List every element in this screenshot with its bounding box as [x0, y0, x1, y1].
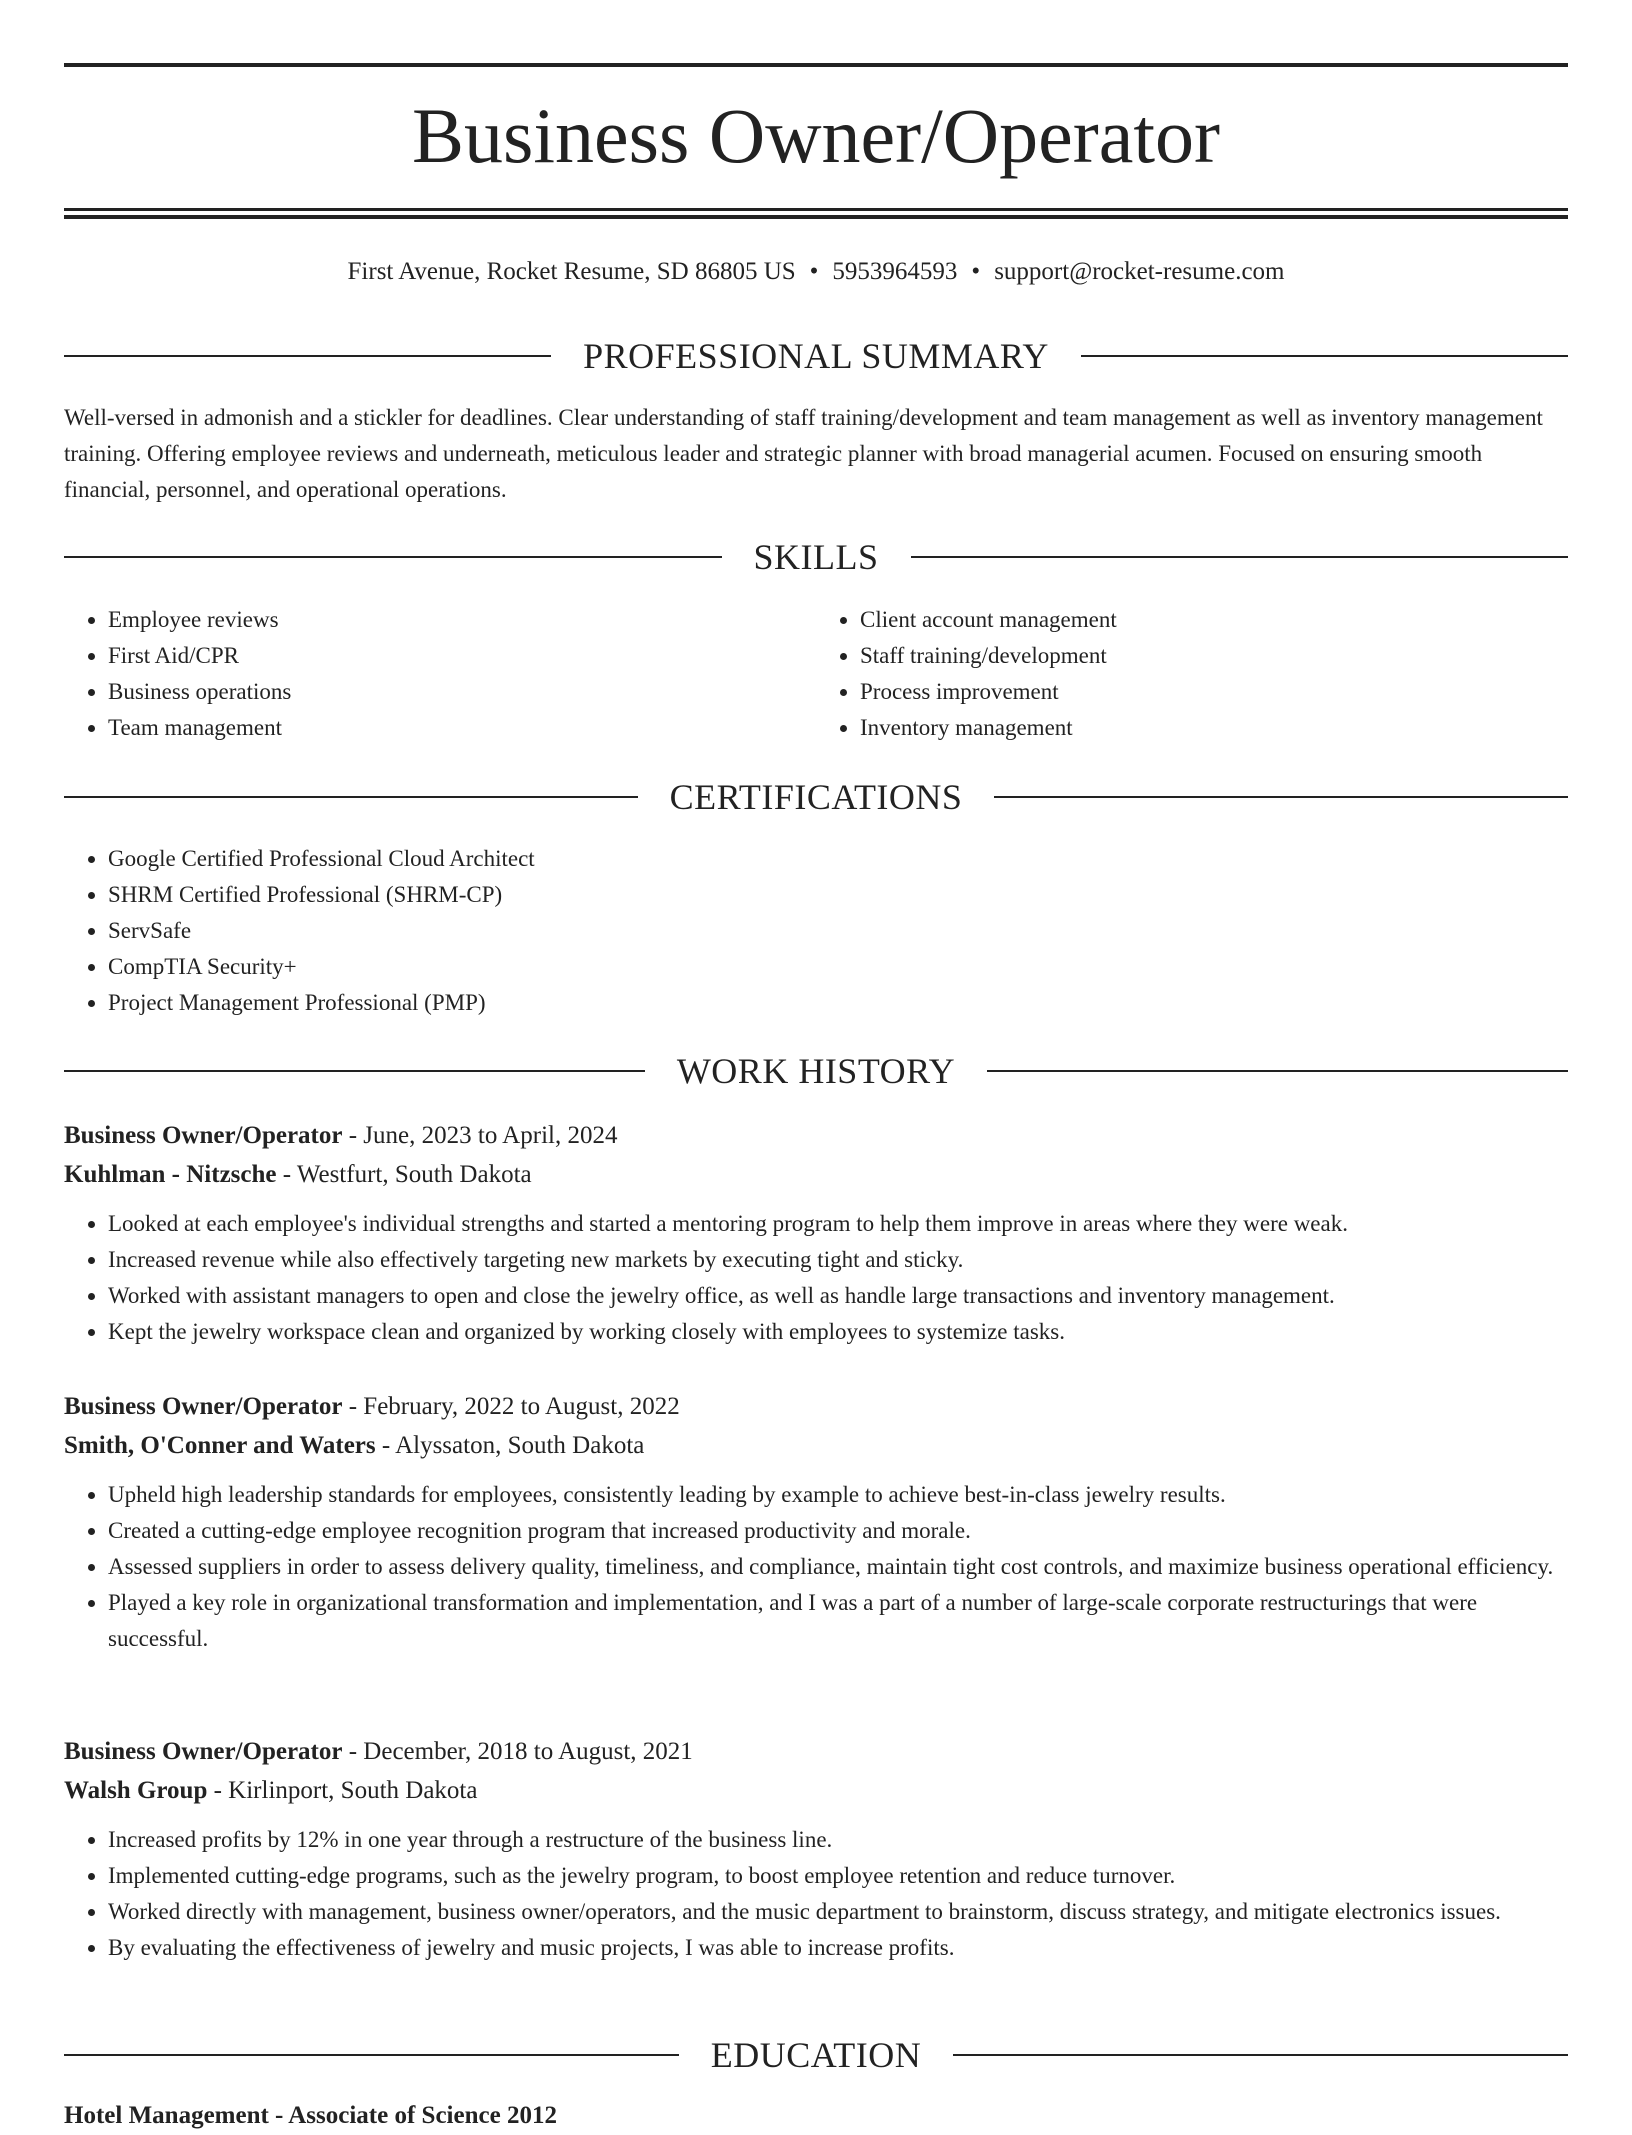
list-item: • First Aid/CPR: [108, 638, 816, 674]
section-heading-work-history: [64, 1049, 1568, 1093]
job-dates: - February, 2022 to August, 2022: [342, 1393, 680, 1420]
list-item: • Played a key role in organizational transformation and implementation, and I was a part of a number of large-scale corporate restructurings that were successful.: [108, 1585, 1568, 1657]
contact-line: [64, 252, 1568, 292]
list-item: • Looked at each employee's individual strengths and started a mentoring program to help them improve in areas where they were weak.: [108, 1206, 1568, 1242]
section-title: EDUCATION: [710, 2035, 922, 2075]
job-company: Kuhlman - Nitzsche: [64, 1161, 277, 1188]
job-location: - Kirlinport, South Dakota: [207, 1777, 478, 1804]
job-bullets: [64, 1477, 1568, 1657]
list-item: • Project Management Professional (PMP): [108, 985, 1568, 1021]
contact-phone: 5953964593: [832, 258, 958, 285]
list-item: • Inventory management: [860, 710, 1568, 746]
contact-address: First Avenue, Rocket Resume, SD 86805 US: [347, 258, 796, 285]
list-item: • CompTIA Security+: [108, 949, 1568, 985]
list-item: • Business operations: [108, 674, 816, 710]
certifications-list: [64, 841, 1568, 1021]
top-rule: [64, 63, 1568, 67]
list-item: • Assessed suppliers in order to assess delivery quality, timeliness, and compliance, maintain tight cost controls, and maximize business operational efficiency.: [108, 1549, 1568, 1585]
job-dates: - June, 2023 to April, 2024: [342, 1122, 618, 1149]
skills-list: [64, 602, 1568, 746]
job-entry: [64, 1732, 1568, 1966]
job-title: Business Owner/Operator: [64, 1393, 343, 1420]
list-item: • Worked with assistant managers to open and close the jewelry office, as well as handle large transactions and inventory management.: [108, 1278, 1568, 1314]
job-location: - Westfurt, South Dakota: [276, 1161, 532, 1188]
job-entry: [64, 1387, 1568, 1657]
list-item: • Employee reviews: [108, 602, 816, 638]
job-dates: - December, 2018 to August, 2021: [342, 1738, 693, 1765]
job-location: - Alyssaton, South Dakota: [375, 1432, 645, 1459]
list-item: • Worked directly with management, business owner/operators, and the music department to brainstorm, discuss strategy, and mitigate electronics issues.: [108, 1894, 1568, 1930]
list-item: • Increased profits by 12% in one year through a restructure of the business line.: [108, 1822, 1568, 1858]
job-company-line: [64, 1426, 1568, 1465]
list-item: • ServSafe: [108, 913, 1568, 949]
job-company-line: [64, 1155, 1568, 1194]
section-title: CERTIFICATIONS: [669, 777, 963, 817]
section-title: PROFESSIONAL SUMMARY: [583, 336, 1049, 376]
skills-column-right: [816, 602, 1568, 746]
section-heading-education: [64, 2033, 1568, 2077]
contact-separator: •: [971, 258, 981, 285]
section-title: SKILLS: [753, 537, 879, 577]
resume-title: Business Owner/Operator: [412, 92, 1220, 179]
list-item: • By evaluating the effectiveness of jewelry and music projects, I was able to increase profits.: [108, 1930, 1568, 1966]
summary-text: Well-versed in admonish and a stickler for deadlines. Clear understanding of staff training/development and team management as well as inventory management training. Offering employee reviews and underneath, meticulous leader and strategic planner with broad managerial acumen. Focused on ensuring smooth financial, personnel, and operational operations.: [64, 405, 1543, 502]
list-item: • Process improvement: [860, 674, 1568, 710]
skills-column-left: [64, 602, 816, 746]
section-heading-skills: [64, 535, 1568, 579]
list-item: • Increased revenue while also effectively targeting new markets by executing tight and sticky.: [108, 1242, 1568, 1278]
job-company-line: [64, 1771, 1568, 1810]
job-company: Smith, O'Conner and Waters: [64, 1432, 376, 1459]
section-heading-certifications: [64, 775, 1568, 819]
title-double-rule: [64, 208, 1568, 220]
contact-email: support@rocket-resume.com: [994, 258, 1285, 285]
list-item: • Team management: [108, 710, 816, 746]
contact-separator: •: [809, 258, 819, 285]
job-bullets: [64, 1822, 1568, 1966]
list-item: • Implemented cutting-edge programs, such as the jewelry program, to boost employee retention and reduce turnover.: [108, 1858, 1568, 1894]
list-item: • Created a cutting-edge employee recognition program that increased productivity and morale.: [108, 1513, 1568, 1549]
job-title: Business Owner/Operator: [64, 1738, 343, 1765]
list-item: • Staff training/development: [860, 638, 1568, 674]
section-heading-summary: [64, 334, 1568, 378]
list-item: • Upheld high leadership standards for employees, consistently leading by example to achieve best-in-class jewelry results.: [108, 1477, 1568, 1513]
education-entry: Hotel Management - Associate of Science 2012: [64, 2102, 557, 2129]
list-item: • SHRM Certified Professional (SHRM-CP): [108, 877, 1568, 913]
job-title-line: [64, 1732, 1568, 1771]
job-title-line: [64, 1116, 1568, 1155]
section-title: WORK HISTORY: [676, 1051, 956, 1091]
job-company: Walsh Group: [64, 1777, 208, 1804]
job-bullets: [64, 1206, 1568, 1350]
list-item: • Google Certified Professional Cloud Architect: [108, 841, 1568, 877]
job-title-line: [64, 1387, 1568, 1426]
list-item: • Kept the jewelry workspace clean and organized by working closely with employees to systemize tasks.: [108, 1314, 1568, 1350]
job-title: Business Owner/Operator: [64, 1122, 343, 1149]
list-item: • Client account management: [860, 602, 1568, 638]
job-entry: [64, 1116, 1568, 1350]
